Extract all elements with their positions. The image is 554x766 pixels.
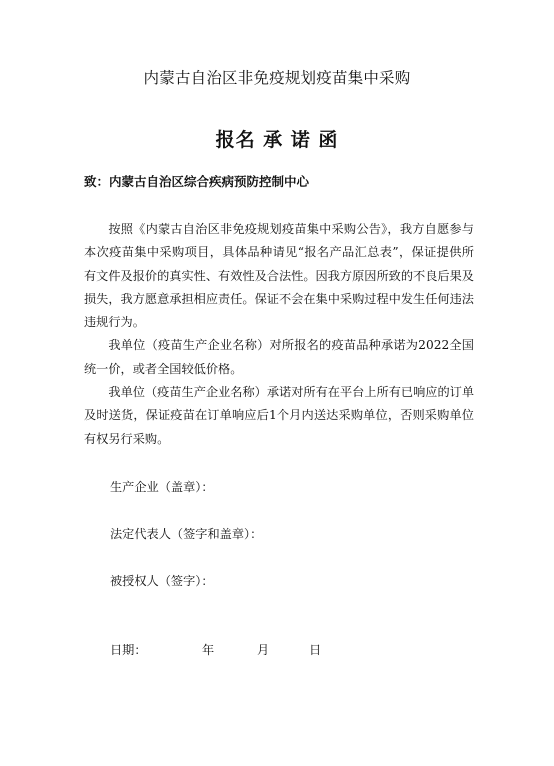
company-seal-label: 生产企业（盖章）：: [110, 480, 214, 494]
date-year-label: 年: [202, 643, 215, 657]
paragraph-delivery: 我单位（疫苗生产企业名称）承诺对所有在平台上所有已响应的订单及时送货，保证疫苗在订单响应后1个月内送达采购单位，否则采购单位有权另行采购。: [84, 385, 475, 446]
date-month-label: 月: [257, 643, 270, 657]
paragraph-commitment: 按照《内蒙古自治区非免疫规划疫苗集中采购公告》，我方自愿参与本次疫苗集中采购项目，具体品种请见“报名产品汇总表”，保证提供所有文件及报价的真实性、有效性及合法性。因我方原因所致的不良后果及损失，我方愿意承担相应责任。保证不会在集中采购过程中发生任何违法违规行为。: [84, 222, 474, 330]
legal-rep-signature-label: 法定代表人（签字和盖章）：: [110, 527, 263, 541]
date-label: 日期：: [110, 643, 147, 657]
date-day-label: 日: [309, 643, 322, 657]
paragraph-price: 我单位（疫苗生产企业名称）对所报名的疫苗品种承诺为2022全国统一价，或者全国较低价格。: [84, 338, 474, 376]
document-title: 报名 承 诺 函: [215, 129, 339, 151]
recipient-line: 致：内蒙古自治区综合疾病预防控制中心: [84, 174, 310, 189]
document-body: [84, 218, 474, 451]
header-title: 内蒙古自治区非免疫规划疫苗集中采购: [143, 69, 411, 87]
authorized-signature-label: 被授权人（签字）：: [110, 574, 214, 588]
date-line: [110, 641, 321, 658]
